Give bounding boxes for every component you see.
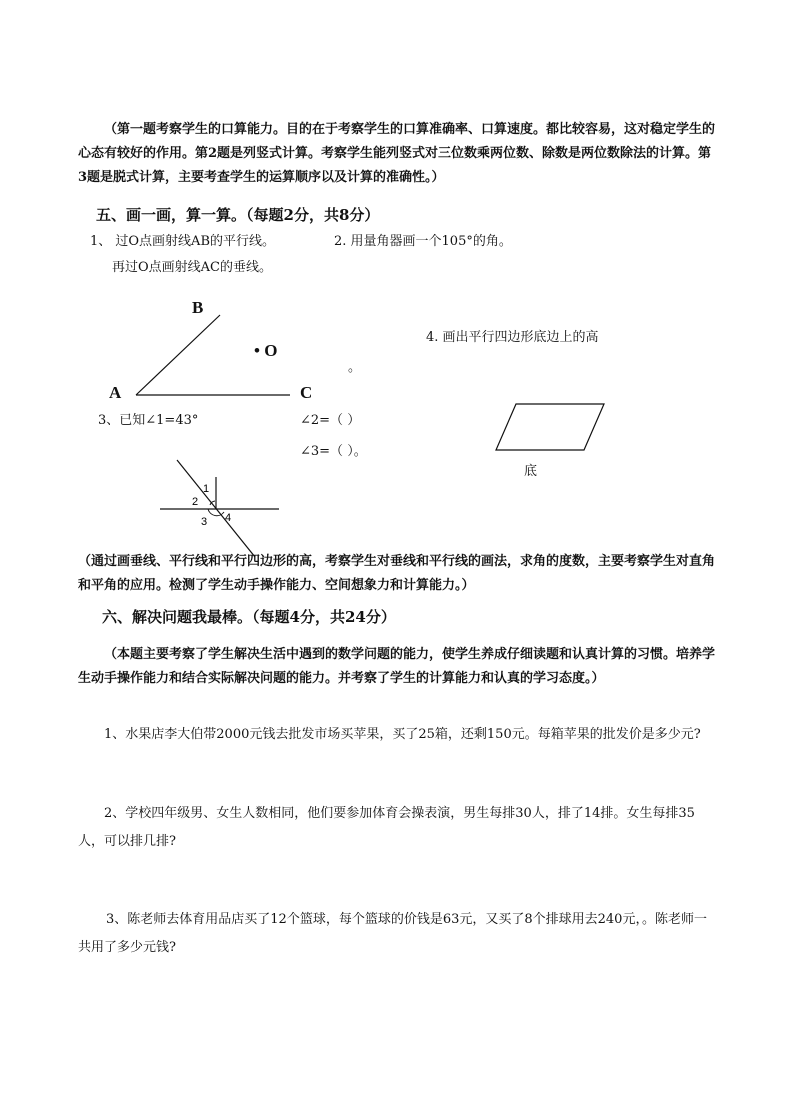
angle-1-label: 1 bbox=[203, 483, 210, 495]
section6-heading: 六、解决问题我最棒。（每题4分，共24分） bbox=[102, 608, 396, 626]
section1-3-note: （第一题考察学生的口算能力。目的在于考察学生的口算准确率、口算速度。都比较容易，这对稳定学生的心态有较好的作用。第2题是列竖式计算。考察学生能列竖式对三位数乘两位数、除数是两位数除法的计算。第3题是脱式计算，主要考查学生的运算顺序以及计算的准确性。） bbox=[78, 122, 716, 185]
section5-heading: 五、画一画，算一算。（每题2分，共8分） bbox=[96, 206, 380, 224]
stray-mark: 。 bbox=[348, 360, 362, 375]
ray-ab bbox=[136, 315, 220, 395]
parallelogram bbox=[496, 404, 604, 450]
angle3-blank: ∠3=（ ）。 bbox=[300, 444, 367, 459]
problem-1: 1、水果店李大伯带2000元钱去批发市场买苹果，买了25箱，还剩150元。每箱苹果的批发价是多少元? bbox=[104, 727, 701, 742]
label-c: C bbox=[300, 383, 313, 402]
question-5-1-line1: 1、 过O点画射线AB的平行线。 bbox=[90, 234, 276, 249]
question-5-1-line2: 再过O点画射线AC的垂线。 bbox=[112, 260, 272, 275]
angle-4-label: 4 bbox=[225, 512, 232, 524]
parallelogram-base-label: 底 bbox=[524, 464, 538, 479]
question-5-3: 3、已知∠1=43° bbox=[98, 413, 199, 428]
angle-3-label: 3 bbox=[201, 516, 208, 528]
angle2-blank: ∠2=（ ） bbox=[300, 413, 361, 428]
angle-2-label: 2 bbox=[192, 496, 199, 508]
angle-arc bbox=[208, 509, 224, 516]
question-5-2: 2. 用量角器画一个105°的角。 bbox=[334, 234, 512, 249]
problem-3: 3、陈老师去体育用品店买了12个篮球，每个篮球的价钱是63元，又买了8个排球用去240元，。陈老师一共用了多少元钱? bbox=[78, 912, 707, 955]
point-o-label: • O bbox=[254, 341, 278, 360]
problem-2: 2、学校四年级男、女生人数相同，他们要参加体育会操表演，男生每排30人，排了14排。女生每排35人，可以排几排? bbox=[78, 806, 695, 849]
section5-note: （通过画垂线、平行线和平行四边形的高，考察学生对垂线和平行线的画法，求角的度数，主要考察学生对直角和平角的应用。检测了学生动手操作能力、空间想象力和计算能力。） bbox=[78, 554, 716, 593]
parallelogram-figure bbox=[490, 400, 610, 455]
label-b: B bbox=[192, 298, 204, 317]
label-a: A bbox=[109, 383, 122, 402]
intersecting-lines-figure bbox=[155, 455, 285, 565]
section6-note: （本题主要考察了学生解决生活中遇到的数学问题的能力，使学生养成仔细读题和认真计算的习惯。培养学生动手操作能力和结合实际解决问题的能力。并考察了学生的计算能力和认真的学习态度。） bbox=[78, 647, 716, 686]
question-5-4: 4. 画出平行四边形底边上的高 bbox=[426, 330, 599, 345]
